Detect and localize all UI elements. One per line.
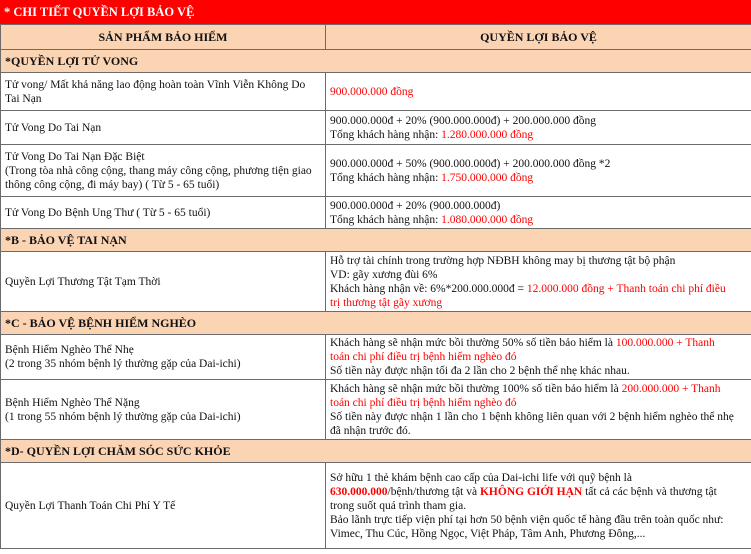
benefit-cell: Khách hàng sẽ nhận mức bồi thường 50% số tiền bảo hiểm là 100.000.000 + Thanh toán chi phí điều trị bệnh hiểm nghèo đó Số tiền này được nhận tối đa 2 lần cho 2 bệnh thể nhẹ khác nhau. (326, 335, 751, 380)
section-accident-protection (1, 229, 751, 252)
document-title: * CHI TIẾT QUYỀN LỢI BẢO VỆ (0, 0, 751, 24)
product-cell: Quyền Lợi Thương Tật Tạm Thời (1, 252, 326, 312)
table-row (1, 145, 751, 197)
benefit-cell: Hỗ trợ tài chính trong trường hợp NĐBH không may bị thương tật bộ phận VD: gãy xương đùi 6% Khách hàng nhận về: 6%*200.000.000đ = 12.000.000 đồng + Thanh toán chi phí điều trị thương tật gãy xương (326, 252, 751, 312)
table-row (1, 111, 751, 145)
benefit-cell: 900.000.000đ + 50% (900.000.000đ) + 200.000.000 đồng *2 Tổng khách hàng nhận: 1.750.000.000 đồng (326, 145, 751, 197)
table-row (1, 463, 751, 549)
product-cell: Tử Vong Do Tai Nạn (1, 111, 326, 145)
section-title: *C - BẢO VỆ BỆNH HIỂM NGHÈO (1, 312, 751, 335)
table-row (1, 252, 751, 312)
product-cell: Tử vong/ Mất khả năng lao động hoàn toàn Vĩnh Viễn Không Do Tai Nạn (1, 73, 326, 111)
benefit-cell: 900.000.000đ + 20% (900.000.000đ) Tổng khách hàng nhận: 1.080.000.000 đồng (326, 197, 751, 229)
benefit-cell: 900.000.000 đồng (326, 73, 751, 111)
section-health-care (1, 440, 751, 463)
header-benefit: QUYỀN LỢI BẢO VỆ (326, 25, 751, 50)
section-critical-illness (1, 312, 751, 335)
section-death-benefit (1, 50, 751, 73)
section-title: *B - BẢO VỆ TAI NẠN (1, 229, 751, 252)
benefit-cell: Khách hàng sẽ nhận mức bồi thường 100% số tiền bảo hiểm là 200.000.000 + Thanh toán chi phí điều trị bệnh hiểm nghèo đó Số tiền này được nhận 1 lần cho 1 bệnh không liên quan với 2 bệnh hiểm nghèo thể nhẹ đã nhận trước đó. (326, 380, 751, 440)
table-header (1, 25, 751, 50)
header-product: SẢN PHẨM BẢO HIỂM (1, 25, 326, 50)
product-cell: Tử Vong Do Bệnh Ung Thư ( Từ 5 - 65 tuổi) (1, 197, 326, 229)
product-cell: Quyền Lợi Thanh Toán Chi Phí Y Tế (1, 463, 326, 549)
benefit-cell: 900.000.000đ + 20% (900.000.000đ) + 200.000.000 đồng Tổng khách hàng nhận: 1.280.000.000 đồng (326, 111, 751, 145)
section-title: *QUYỀN LỢI TỬ VONG (1, 50, 751, 73)
table-row (1, 335, 751, 380)
section-title: *D- QUYỀN LỢI CHĂM SÓC SỨC KHỎE (1, 440, 751, 463)
benefits-table (0, 24, 751, 549)
product-cell: Bệnh Hiểm Nghèo Thể Nhẹ (2 trong 35 nhóm bệnh lý thường gặp của Dai-ichi) (1, 335, 326, 380)
table-row (1, 73, 751, 111)
product-cell: Tử Vong Do Tai Nạn Đặc Biệt (Trong tòa nhà công cộng, thang máy công cộng, phương tiện giao thông công cộng, đi máy bay) ( Từ 5 - 65 tuổi) (1, 145, 326, 197)
benefit-cell: Sở hữu 1 thẻ khám bệnh cao cấp của Dai-ichi life với quỹ bệnh là 630.000.000/bệnh/thương tật và KHÔNG GIỚI HẠN tất cả các bệnh và thương tật trong suốt quá trình tham gia. Bảo lãnh trực tiếp viện phí tại hơn 50 bệnh viện quốc tế hàng đầu trên toàn quốc như: Vimec, Thu Cúc, Hồng Ngọc, Việt Pháp, Tâm Anh, Phương Đông,... (326, 463, 751, 549)
table-row (1, 197, 751, 229)
product-cell: Bệnh Hiểm Nghèo Thể Nặng (1 trong 55 nhóm bệnh lý thường gặp của Dai-ichi) (1, 380, 326, 440)
table-row (1, 380, 751, 440)
